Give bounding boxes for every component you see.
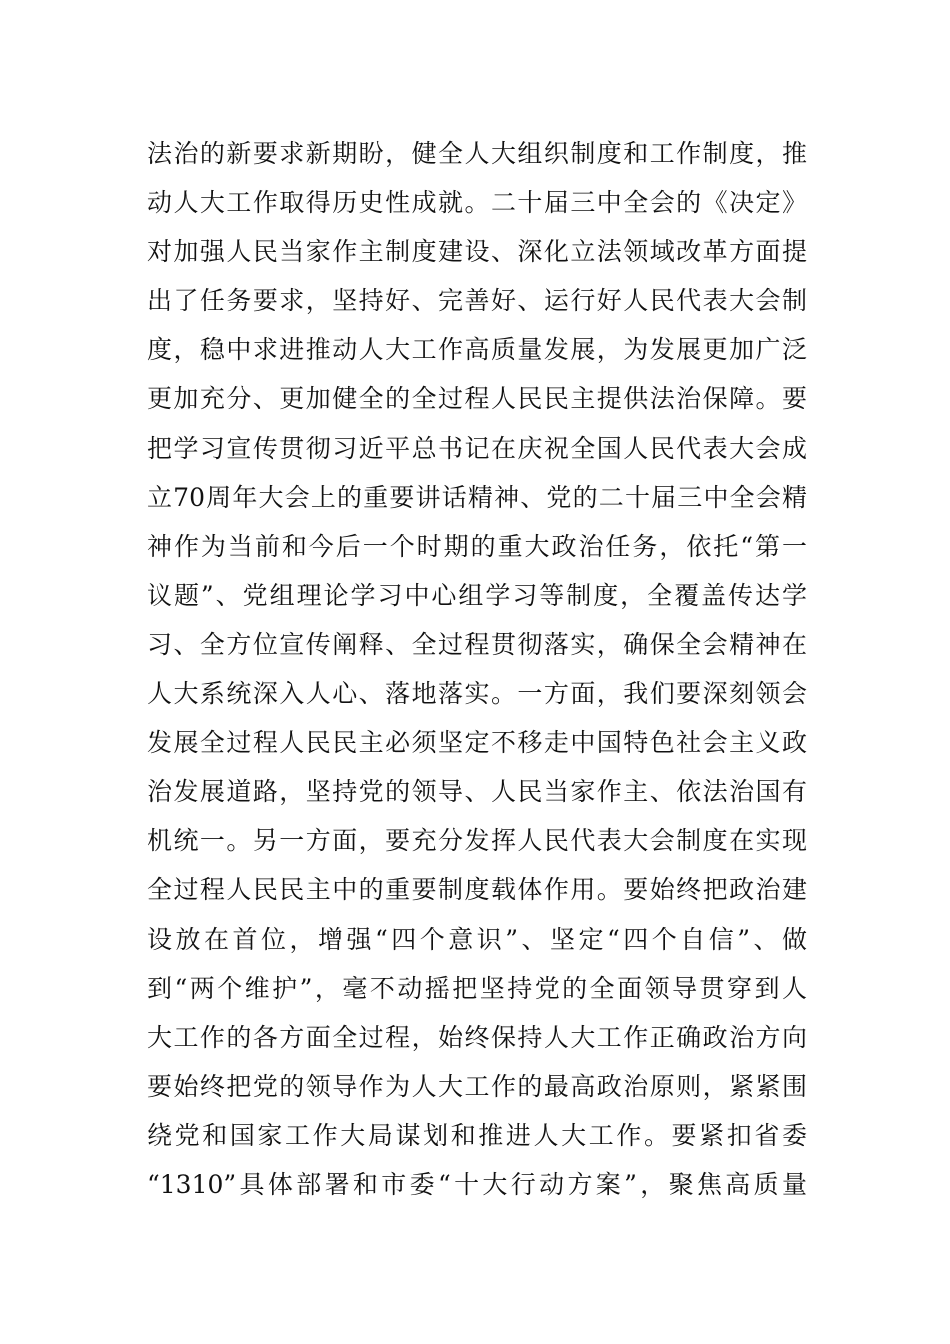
text-line: 治发展道路，坚持党的领导、人民当家作主、依法治国有 — [147, 777, 807, 807]
body-paragraph — [147, 132, 807, 1212]
text-line: 设放在首位，增强“四个意识”、坚定“四个自信”、做 — [147, 924, 807, 954]
text-line: 把学习宣传贯彻习近平总书记在庆祝全国人民代表大会成 — [147, 433, 807, 463]
text-line: 出了任务要求，坚持好、完善好、运行好人民代表大会制 — [147, 286, 807, 316]
text-line: 机统一。另一方面，要充分发挥人民代表大会制度在实现 — [147, 826, 807, 856]
text-line: 对加强人民当家作主制度建设、深化立法领域改革方面提 — [147, 237, 807, 267]
text-line: 大工作的各方面全过程，始终保持人大工作正确政治方向 — [147, 1022, 807, 1052]
text-line: 发展全过程人民民主必须坚定不移走中国特色社会主义政 — [147, 728, 807, 758]
text-line: 度，稳中求进推动人大工作高质量发展，为发展更加广泛 — [147, 335, 807, 365]
text-line: 到“两个维护”，毫不动摇把坚持党的全面领导贯穿到人 — [147, 973, 807, 1003]
text-line: 立70周年大会上的重要讲话精神、党的二十届三中全会精 — [147, 482, 807, 512]
text-line: 动人大工作取得历史性成就。二十届三中全会的《决定》 — [147, 188, 807, 218]
text-line: 全过程人民民主中的重要制度载体作用。要始终把政治建 — [147, 875, 807, 905]
text-line: 习、全方位宣传阐释、全过程贯彻落实，确保全会精神在 — [147, 629, 807, 659]
text-line: 更加充分、更加健全的全过程人民民主提供法治保障。要 — [147, 384, 807, 414]
text-line: 法治的新要求新期盼，健全人大组织制度和工作制度，推 — [147, 139, 807, 168]
text-line: 要始终把党的领导作为人大工作的最高政治原则，紧紧围 — [147, 1071, 807, 1101]
text-line: 议题”、党组理论学习中心组学习等制度，全覆盖传达学 — [147, 580, 807, 610]
text-line: 人大系统深入人心、落地落实。一方面，我们要深刻领会 — [147, 679, 807, 709]
text-line: 神作为当前和今后一个时期的重大政治任务，依托“第一 — [147, 531, 807, 561]
text-line: 绕党和国家工作大局谋划和推进人大工作。要紧扣省委 — [147, 1120, 807, 1150]
text-line: “1310”具体部署和市委“十大行动方案”，聚焦高质量 — [147, 1169, 807, 1199]
